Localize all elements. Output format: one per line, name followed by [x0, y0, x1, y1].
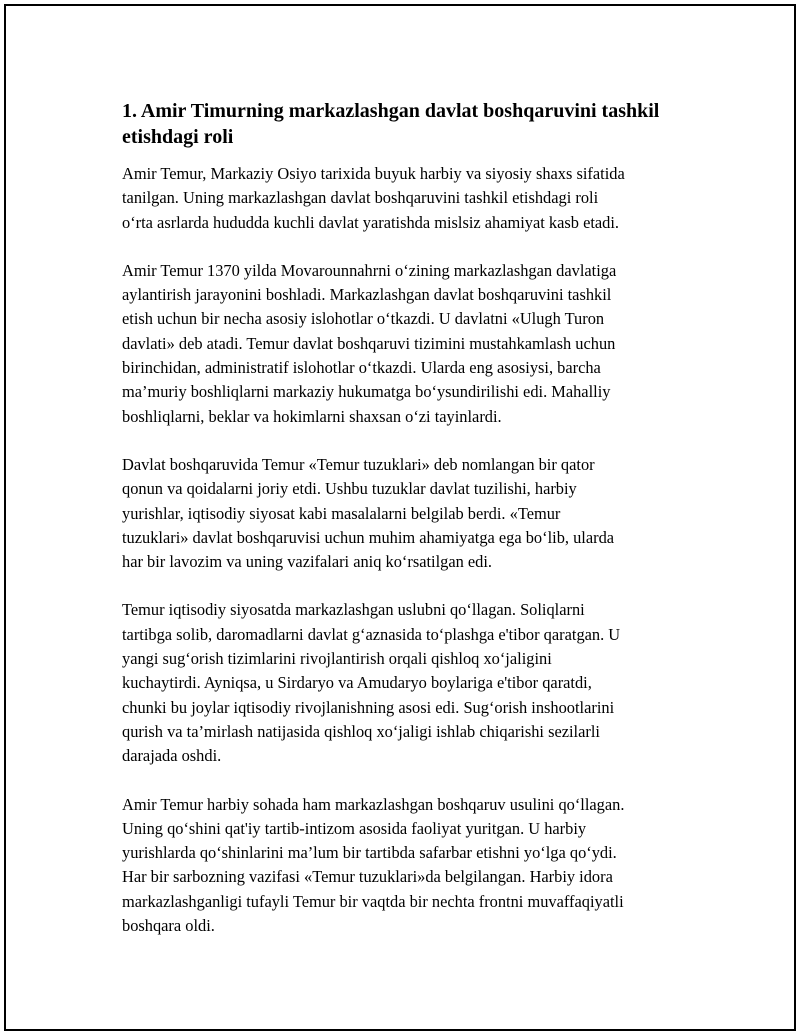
page-title [122, 98, 697, 150]
text-line: Uning qo‘shini qat'iy tartib-intizom asosida faoliyat yuritgan. U harbiy [122, 818, 587, 838]
paragraph-economy [122, 598, 697, 768]
text-line: qurish va ta’mirlash natijasida qishloq xo‘jaligi ishlab chiqarishi sezilarli [122, 721, 600, 741]
title-line: etishdagi roli [122, 126, 234, 148]
title-line: 1. Amir Timurning markazlashgan davlat boshqaruvini tashkil [122, 100, 660, 122]
text-line: boshqara oldi. [122, 916, 215, 936]
text-line: aylantirish jarayonini boshladi. Markazlashgan davlat boshqaruvini tashkil [122, 285, 612, 305]
text-line: yurishlar, iqtisodiy siyosat kabi masalalarni belgilab berdi. «Temur [122, 503, 561, 523]
text-line: har bir lavozim va uning vazifalari aniq ko‘rsatilgan edi. [122, 552, 493, 572]
text-line: qonun va qoidalarni joriy etdi. Ushbu tuzuklar davlat tuzilishi, harbiy [122, 479, 577, 499]
paragraph-military [122, 793, 697, 939]
paragraph-intro [122, 162, 697, 235]
text-line: Amir Temur 1370 yilda Movarounnahrni o‘zining markazlashgan davlatiga [122, 260, 617, 280]
text-line: tuzuklari» davlat boshqaruvisi uchun muhim ahamiyatga ega bo‘lib, ularda [122, 527, 615, 547]
text-line: yangi sug‘orish tizimlarini rivojlantirish orqali qishloq xo‘jaligini [122, 649, 552, 669]
text-line: boshliqlarni, beklar va hokimlarni shaxsan o‘zi tayinlardi. [122, 406, 502, 426]
page-frame [4, 4, 796, 1031]
paragraph-administration [122, 259, 697, 429]
text-line: etish uchun bir necha asosiy islohotlar o‘tkazdi. U davlatni «Ulugh Turon [122, 309, 605, 329]
text-line: markazlashganligi tufayli Temur bir vaqtda bir nechta frontni muvaffaqiyatli [122, 891, 624, 911]
text-line: tartibga solib, daromadlarni davlat g‘aznasida to‘plashga e'tibor qaratgan. U [122, 624, 621, 644]
paragraph-tuzuklar [122, 453, 697, 574]
text-line: ma’muriy boshliqlarni markaziy hukumatga bo‘ysundirilishi edi. Mahalliy [122, 382, 611, 402]
text-line: birinchidan, administratif islohotlar o‘tkazdi. Ularda eng asosiysi, barcha [122, 358, 601, 378]
text-line: Temur iqtisodiy siyosatda markazlashgan uslubni qo‘llagan. Soliqlarni [122, 600, 585, 620]
text-line: Amir Temur harbiy sohada ham markazlashgan boshqaruv usulini qo‘llagan. [122, 794, 625, 814]
text-line: Davlat boshqaruvida Temur «Temur tuzuklari» deb nomlangan bir qator [122, 454, 595, 474]
text-line: Amir Temur, Markaziy Osiyo tarixida buyuk harbiy va siyosiy shaxs sifatida [122, 164, 625, 183]
text-line: davlati» deb atadi. Temur davlat boshqaruvi tizimini mustahkamlash uchun [122, 333, 616, 353]
document-body [122, 98, 697, 962]
text-line: darajada oshdi. [122, 746, 222, 766]
text-line: tanilgan. Uning markazlashgan davlat boshqaruvini tashkil etishdagi roli [122, 188, 599, 208]
text-line: yurishlarda qo‘shinlarini ma’lum bir tartibda safarbar etishni yo‘lga qo‘ydi. [122, 843, 617, 863]
text-line: kuchaytirdi. Ayniqsa, u Sirdaryo va Amudaryo boylariga e'tibor qaratdi, [122, 673, 592, 693]
text-line: o‘rta asrlarda hududda kuchli davlat yaratishda mislsiz ahamiyat kasb etadi. [122, 212, 620, 232]
text-line: Har bir sarbozning vazifasi «Temur tuzuklari»da belgilangan. Harbiy idora [122, 867, 613, 887]
text-line: chunki bu joylar iqtisodiy rivojlanishning asosi edi. Sug‘orish inshootlarini [122, 697, 615, 717]
